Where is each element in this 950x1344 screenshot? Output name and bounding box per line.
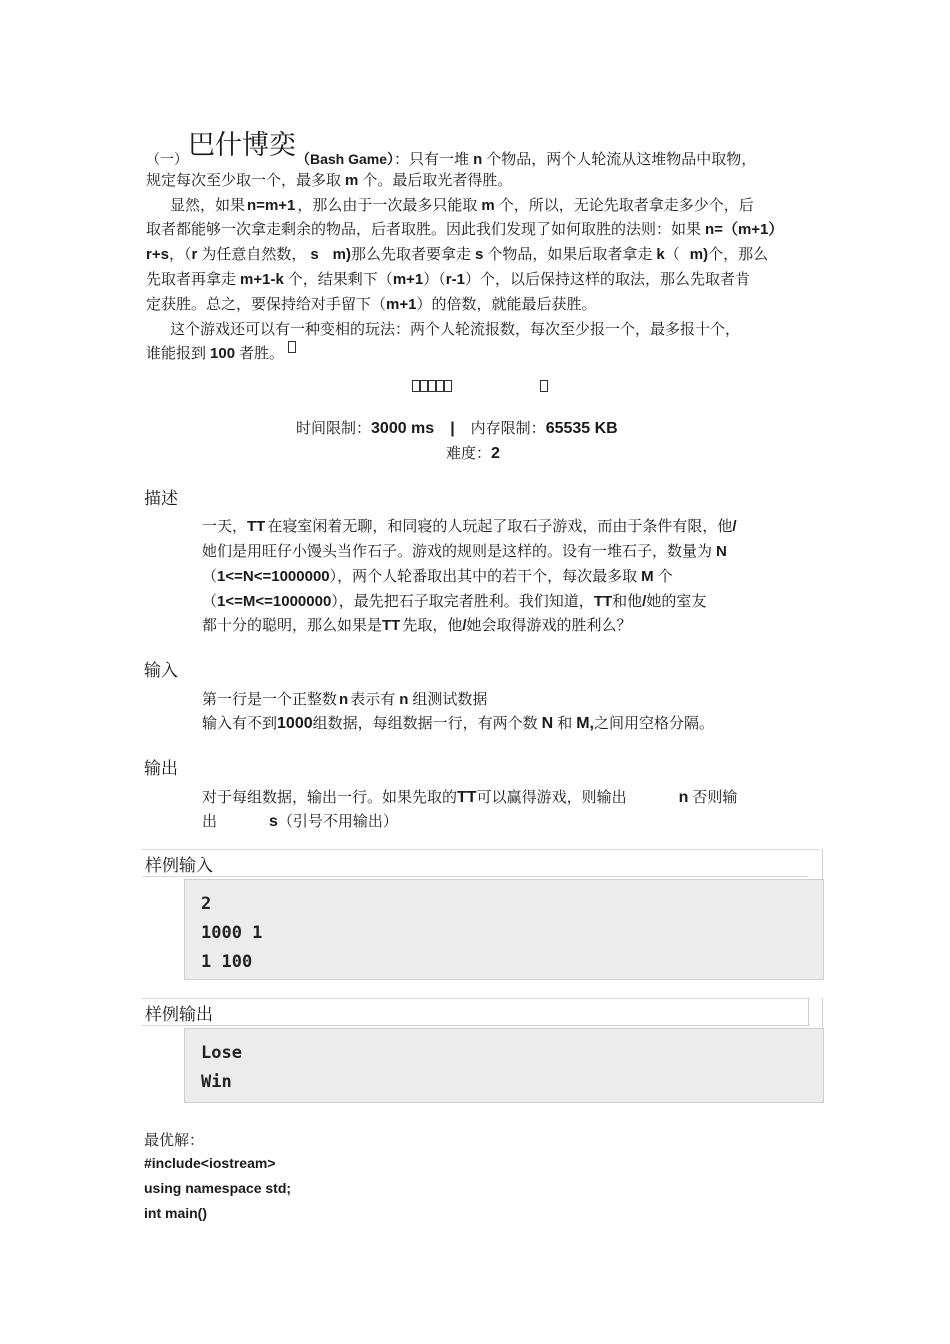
description-heading: 描述 — [144, 489, 178, 509]
intro-title: 巴什博奕 — [188, 130, 296, 161]
formula: r-1 — [445, 271, 465, 288]
var-s: s — [269, 813, 278, 830]
text: ，那么由于一次最多只能取 — [297, 196, 478, 214]
text: 表示有 — [350, 690, 396, 708]
time-limit-value: 3000 ms — [371, 420, 435, 437]
var-r: r — [191, 246, 198, 263]
var-n: n — [399, 691, 409, 708]
text: 对于每组数据，输出一行。如果先取的 — [202, 788, 458, 806]
var-m: m) — [332, 246, 352, 263]
var-n: N — [541, 715, 554, 732]
var-n: n — [339, 691, 349, 708]
text: 出 — [202, 812, 218, 830]
name-tt: TT — [457, 789, 477, 806]
text: 先取者再拿走 — [146, 270, 237, 288]
text: 她的室友 — [646, 592, 707, 610]
intro-line-1 — [146, 130, 757, 172]
text: （引号不用输出） — [277, 812, 398, 830]
sample-input-line: 1 100 — [201, 952, 253, 972]
text: 个物品，两个人轮流从这堆物品中取物， — [486, 150, 757, 168]
description-line-1 — [202, 515, 737, 536]
difficulty-value: 2 — [491, 445, 500, 462]
var-n: n — [473, 151, 483, 168]
text: 为任意自然数， — [201, 245, 307, 263]
description-line-5 — [202, 614, 632, 635]
text: 先取，他 — [402, 616, 463, 634]
var-n: n — [678, 789, 689, 806]
memory-limit-value: 65535 KB — [545, 420, 618, 437]
name-tt: TT — [247, 518, 266, 535]
var-n: N — [716, 543, 727, 560]
text: 个，那么 — [708, 245, 769, 263]
text: 否则输 — [692, 788, 738, 806]
text: 个，结果剩下（ — [287, 270, 393, 288]
divider — [142, 849, 820, 850]
missing-glyph-icon — [428, 380, 436, 392]
description-line-3 — [202, 565, 673, 586]
text: 她会取得游戏的胜利么？ — [466, 616, 632, 634]
text: 个物品，如果后取者拿走 — [487, 245, 653, 263]
missing-glyph-icon — [436, 380, 444, 392]
divider — [142, 998, 810, 999]
formula: n=（m+1） — [705, 221, 784, 238]
sample-input-line: 2 — [201, 894, 212, 914]
variant-line-2 — [146, 342, 296, 363]
solution-label: 最优解： — [144, 1131, 205, 1149]
analysis-line-5 — [146, 293, 596, 314]
intro-line-2 — [146, 169, 512, 190]
analysis-line-4 — [146, 268, 750, 289]
text: 者胜。 — [239, 344, 285, 362]
code-line: #include<iostream> — [144, 1155, 276, 1171]
problem-title-glyphs — [412, 376, 452, 395]
text: ），最先把石子取完者胜利。我们知道， — [331, 592, 594, 610]
sample-output-line: Win — [201, 1072, 232, 1092]
text: （ — [202, 567, 218, 585]
separator: | — [450, 420, 455, 437]
text: ）的倍数，就能最后获胜。 — [416, 295, 597, 313]
name-tt: TT — [382, 617, 401, 634]
text: 可以赢得游戏，则输出 — [476, 788, 627, 806]
difficulty-label: 难度： — [446, 444, 492, 462]
text: （ — [664, 245, 680, 263]
text: 她们是用旺仔小馒头当作石子。游戏的规则是这样的。设有一堆石子，数量为 — [202, 542, 713, 560]
formula: r+s — [146, 246, 169, 263]
limits-line — [296, 417, 618, 438]
time-limit-label: 时间限制： — [296, 419, 372, 437]
text: ）（ — [423, 270, 446, 288]
sample-input-line: 1000 1 — [201, 923, 263, 943]
sample-input-heading: 样例输入 — [145, 856, 213, 876]
text: 显然，如果 — [170, 196, 246, 214]
text: 一天， — [202, 517, 248, 535]
description-line-4 — [202, 590, 706, 611]
text: 定获胜。总之，要保持给对手留下（ — [146, 295, 387, 313]
difficulty-line — [446, 442, 500, 463]
text: （ — [202, 592, 218, 610]
missing-glyph-icon — [444, 380, 452, 392]
text: ）个，以后保持这样的取法，那么先取者肯 — [464, 270, 750, 288]
divider — [808, 998, 809, 1026]
text: 规定每次至少取一个，最多取 — [146, 171, 342, 189]
missing-glyph-icon — [288, 341, 296, 353]
input-line-1 — [202, 688, 487, 709]
number: 100 — [210, 345, 236, 362]
sample-input-box — [184, 879, 824, 980]
code-line: int main() — [144, 1205, 207, 1221]
text: 那么先取者要拿走 — [351, 245, 472, 263]
output-line-1 — [202, 786, 737, 807]
analysis-line-2 — [146, 218, 783, 239]
slash: / — [462, 617, 467, 634]
formula: m+1 — [386, 296, 417, 313]
text: 取者都能够一次拿走剩余的物品，后者取胜。因此我们发现了如何取胜的法则：如果 — [146, 220, 702, 238]
text: 个。最后取光者得胜。 — [362, 171, 513, 189]
text: 个，所以，无论先取者拿走多少个，后 — [498, 196, 754, 214]
text: 组测试数据 — [412, 690, 488, 708]
problem-title-glyph-extra — [540, 376, 548, 395]
var-m: M — [641, 568, 654, 585]
missing-glyph-icon — [420, 380, 428, 392]
formula: m+1 — [392, 271, 424, 288]
var-s: s — [310, 246, 319, 263]
missing-glyph-icon — [412, 380, 420, 392]
formula: m+1-k — [240, 271, 284, 288]
analysis-line-1 — [170, 194, 754, 215]
var-m: m — [345, 172, 359, 189]
text: 输入有不到 — [202, 714, 278, 732]
variant-line-1: 这个游戏还可以有一种变相的玩法：两个人轮流报数，每次至少报一个，最多报十个， — [170, 320, 741, 338]
bash-game-label: （Bash Game） — [296, 151, 395, 167]
text: 组数据，每组数据一行，有两个数 — [312, 714, 538, 732]
output-heading: 输出 — [144, 759, 178, 779]
text: 谁能报到 — [146, 344, 207, 362]
name-tt: TT — [593, 593, 613, 610]
constraint: 1<=N<=1000000 — [217, 568, 330, 585]
var-m: m) — [689, 246, 709, 263]
description-line-2 — [202, 540, 727, 561]
divider — [142, 876, 808, 877]
var-m: M, — [576, 715, 594, 732]
input-line-2 — [202, 712, 714, 733]
input-heading: 输入 — [144, 661, 178, 681]
sample-output-line: Lose — [201, 1043, 242, 1063]
text: 第一行是一个正整数 — [202, 690, 338, 708]
output-line-2 — [202, 810, 398, 831]
var-m: m — [481, 197, 495, 214]
section-number: （一） — [146, 152, 188, 168]
text: 在寝室闲着无聊，和同寝的人玩起了取石子游戏，而由于条件有限，他 — [267, 517, 733, 535]
text: ，（ — [168, 245, 192, 263]
text: ：只有一堆 — [394, 150, 470, 168]
slash: / — [732, 518, 737, 535]
constraint: 1<=M<=1000000 — [217, 593, 332, 610]
code-line: using namespace std; — [144, 1180, 292, 1196]
memory-limit-label: 内存限制： — [470, 419, 546, 437]
sample-output-heading: 样例输出 — [145, 1005, 213, 1025]
slash: / — [642, 593, 647, 610]
text: 之间用空格分隔。 — [593, 714, 714, 732]
text: 都十分的聪明，那么如果是 — [202, 616, 383, 634]
sample-output-box — [184, 1028, 824, 1103]
text: 个 — [657, 567, 673, 585]
formula: n=m+1 — [247, 197, 296, 214]
missing-glyph-icon — [540, 380, 548, 392]
var-s: s — [475, 246, 484, 263]
analysis-line-3 — [146, 243, 768, 264]
text: 和 — [557, 714, 573, 732]
var-k: k — [656, 246, 665, 263]
divider — [142, 1025, 810, 1026]
text: ），两个人轮番取出其中的若干个，每次最多取 — [329, 567, 638, 585]
text: 和他 — [612, 592, 643, 610]
number: 1000 — [277, 715, 313, 732]
